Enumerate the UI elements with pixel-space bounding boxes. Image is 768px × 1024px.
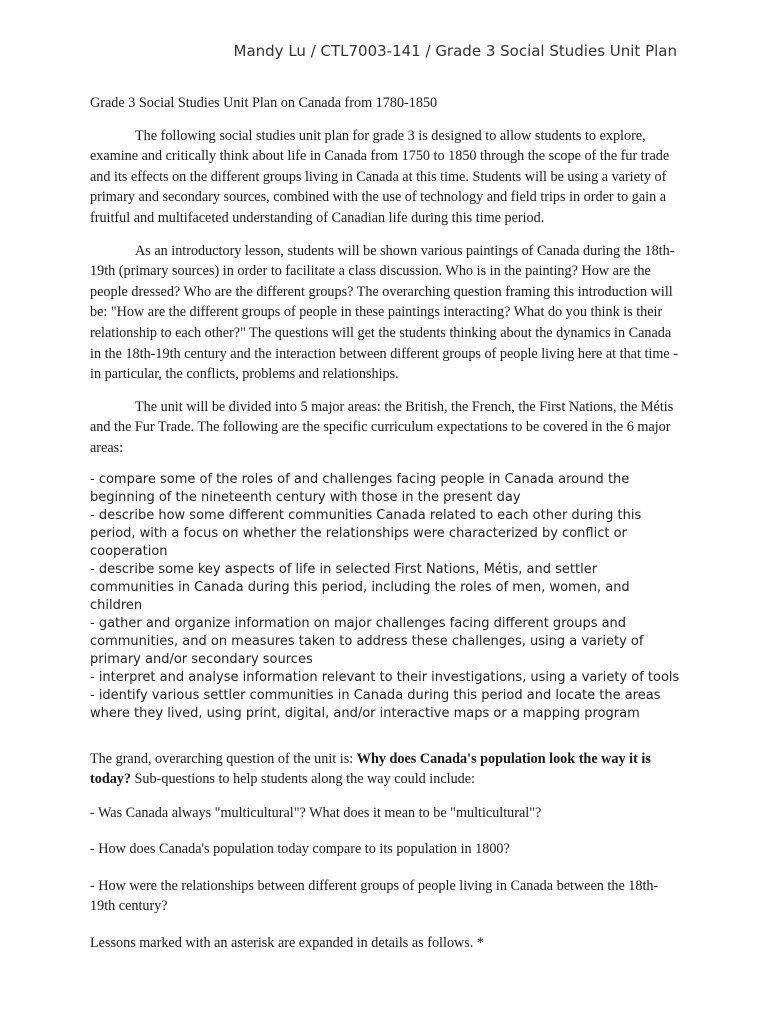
list-item: - gather and organize information on major challenges facing different groups and communities, and on measures taken to address these challenges, using a variety of primary and/or secondary sources	[90, 615, 644, 667]
document-body	[90, 93, 680, 954]
paragraph-introductory-lesson: As an introductory lesson, students will be shown various paintings of Canada during the 18th-19th (primary sources) in order to facilitate a class discussion. Who is in the painting? How are the people dressed? Who are the different groups? The overarching question framing this introduction will be: "How are the different groups of people in these paintings interacting? What do you think is their relationship to each other?" The questions will get the students thinking about the dynamics in Canada in the 18th-19th century and the interaction between different groups of people living here at that time - in particular, the conflicts, problems and relationships.	[90, 242, 678, 383]
list-item: - interpret and analyse information relevant to their investigations, using a variety of tools	[90, 669, 680, 685]
paragraph-unit-areas: The unit will be divided into 5 major areas: the British, the French, the First Nations, the Métis and the Fur Trade. The following are the specific curriculum expectations to be covered in the 6 major areas:	[90, 398, 674, 456]
sub-question: - How does Canada's population today compare to its population in 1800?	[90, 841, 510, 858]
sub-question: - How were the relationships between different groups of people living in Canada between the 18th-19th century?	[90, 877, 659, 915]
curriculum-expectations-list	[90, 471, 680, 723]
question-tail: Sub-questions to help students along the way could include:	[131, 771, 475, 788]
paragraph-overview: The following social studies unit plan for grade 3 is designed to allow students to explore, examine and critically think about life in Canada from 1750 to 1850 through the scope of the fur trade and its effects on the different groups living in Canada at this time. Students will be using a variety of primary and secondary sources, combined with the use of technology and field trips in order to gain a fruitful and multifaceted understanding of Canadian life during this time period.	[90, 127, 670, 226]
question-bold: Why does Canada's population look the way it is today?	[90, 750, 651, 788]
list-item: - describe some key aspects of life in selected First Nations, Métis, and settler communities in Canada during this period, including the roles of men, women, and children	[90, 561, 630, 613]
document-title: Grade 3 Social Studies Unit Plan on Canada from 1780-1850	[90, 95, 438, 111]
question-intro: The grand, overarching question of the unit is:	[90, 750, 357, 767]
list-item: - describe how some different communities Canada related to each other during this period, with a focus on whether the relationships were characterized by conflict or cooperation	[90, 507, 642, 559]
running-header: Mandy Lu / CTL7003-141 / Grade 3 Social Studies Unit Plan	[233, 42, 677, 60]
list-item: - compare some of the roles of and challenges facing people in Canada around the beginning of the nineteenth century with those in the present day	[90, 471, 630, 505]
sub-question: - Was Canada always "multicultural"? What does it mean to be "multicultural"?	[90, 804, 542, 821]
closing-note: Lessons marked with an asterisk are expanded in details as follows. *	[90, 935, 484, 952]
overarching-question	[90, 749, 680, 790]
list-item: - identify various settler communities in Canada during this period and locate the areas where they lived, using print, digital, and/or interactive maps or a mapping program	[90, 687, 661, 721]
